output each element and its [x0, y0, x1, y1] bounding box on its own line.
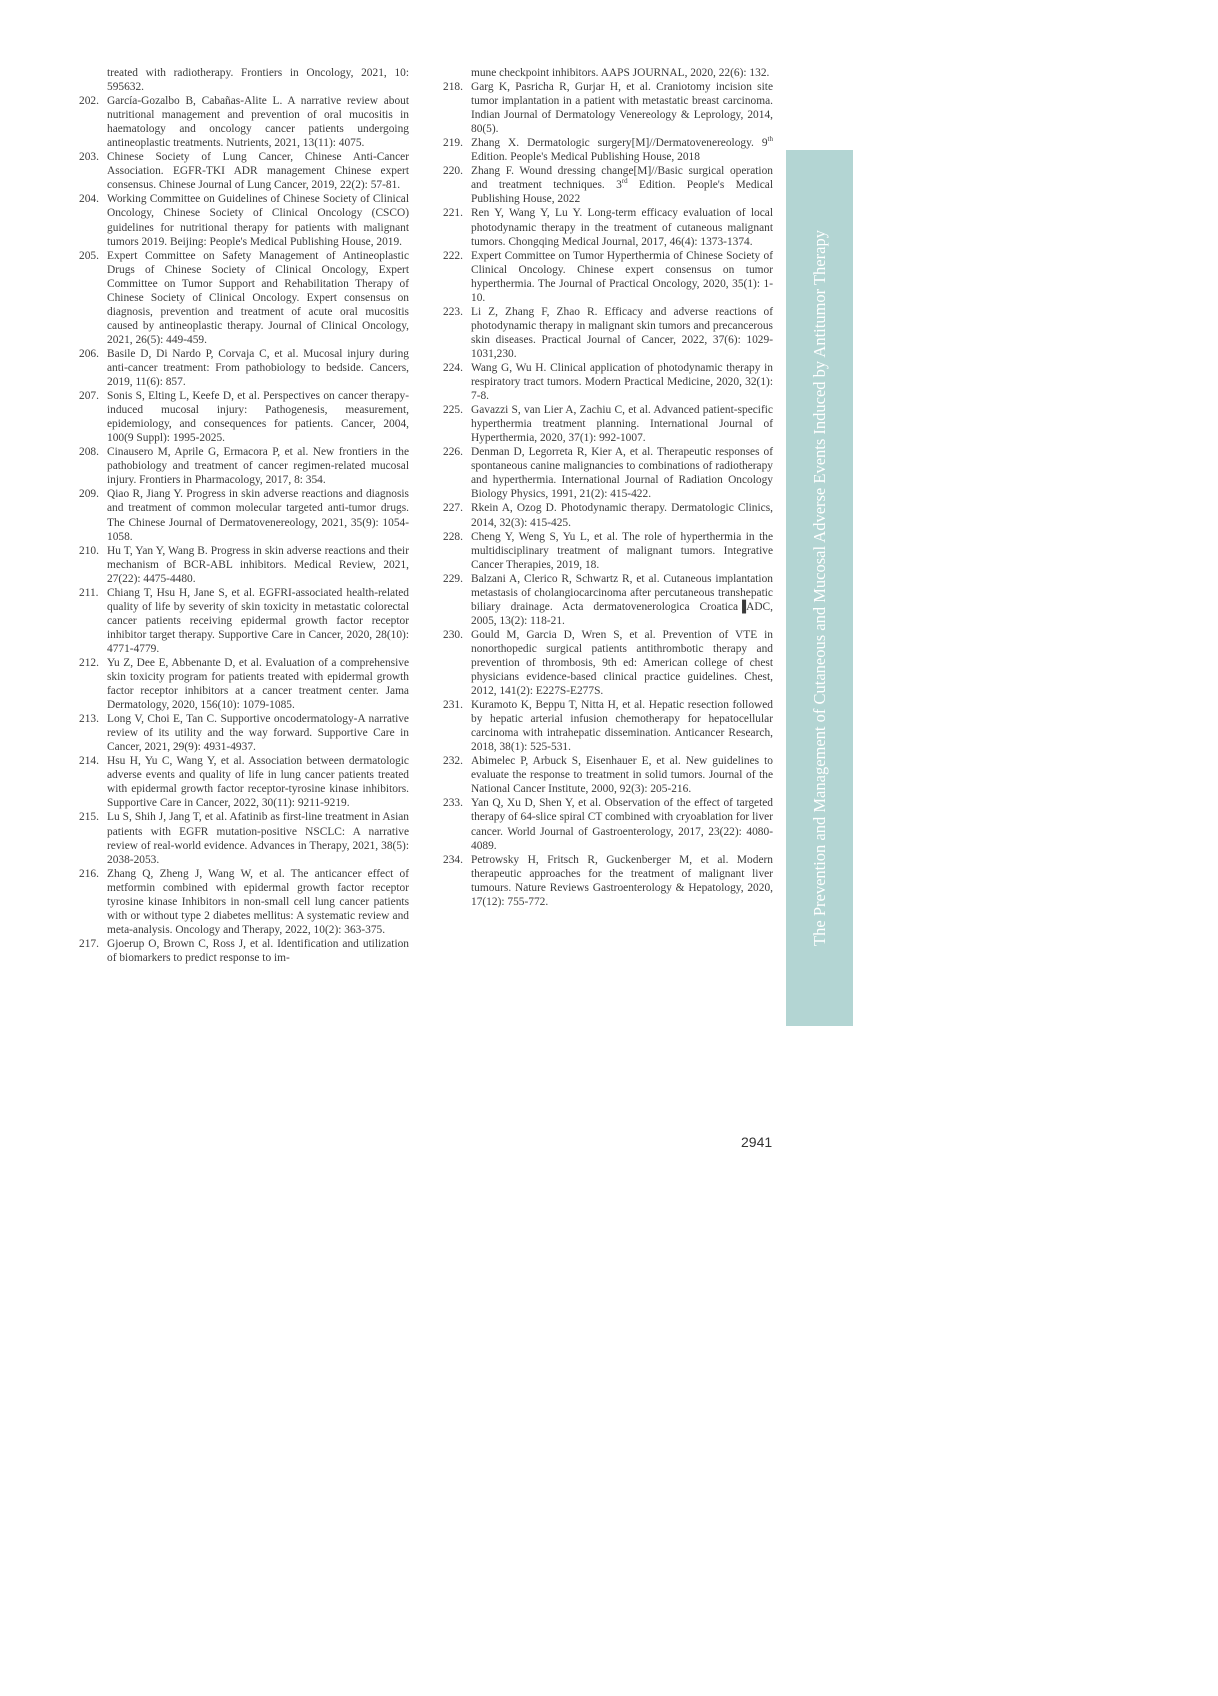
reference-item — [443, 305, 773, 361]
reference-number: 230. — [443, 628, 463, 641]
reference-item — [79, 937, 409, 965]
reference-number: 219. — [443, 137, 463, 150]
reference-number: 206. — [79, 347, 99, 360]
reference-number: 223. — [443, 305, 463, 318]
reference-number: 212. — [79, 656, 99, 669]
reference-text: mune checkpoint inhibitors. AAPS JOURNAL, 2020, 22(6): 132. — [471, 67, 770, 79]
reference-item — [79, 544, 409, 586]
reference-text: Rkein A, Ozog D. Photodynamic therapy. Dermatologic Clinics, 2014, 32(3): 415-425. — [471, 502, 773, 529]
reference-number: 231. — [443, 699, 463, 712]
reference-item — [79, 712, 409, 754]
reference-text: Working Committee on Guidelines of Chinese Society of Clinical Oncology, Chinese Society of Clinical Oncology (CSCO) guidelines for nutritional therapy for patients with malignant tumors 2019. Beijing: People's Medical Publishing House, 2019. — [107, 193, 409, 248]
reference-number: 202. — [79, 95, 99, 108]
reference-item — [443, 66, 773, 80]
reference-item — [79, 754, 409, 810]
reference-item — [443, 445, 773, 501]
reference-number: 217. — [79, 937, 99, 950]
reference-item — [443, 80, 773, 136]
reference-number: 215. — [79, 811, 99, 824]
reference-text: Expert Committee on Tumor Hyperthermia of Chinese Society of Clinical Oncology. Chinese expert consensus on tumor hyperthermia. The Journal of Practical Oncology, 2020, 35(1): 1-10. — [471, 249, 773, 304]
reference-number: 207. — [79, 390, 99, 403]
reference-text: Balzani A, Clerico R, Schwartz R, et al. Cutaneous implantation metastasis of cholangiocarcinoma after percutaneous transhepatic biliary drainage. Acta dermatovenerologica Croatica▐ADC, 2005, 13(2): 118-21. — [471, 572, 773, 627]
reference-text: Denman D, Legorreta R, Kier A, et al. Therapeutic responses of spontaneous canine malignancies to combinations of radiotherapy and hyperthermia. International Journal of Radiation Oncology Biology Physics, 1991, 21(2): 415-422. — [471, 446, 773, 501]
reference-number: 234. — [443, 853, 463, 866]
reference-number: 222. — [443, 249, 463, 262]
reference-text: Li Z, Zhang F, Zhao R. Efficacy and adverse reactions of photodynamic therapy in malignant skin tumors and precancerous skin diseases. Practical Journal of Cancer, 2022, 37(6): 1029-1031,230. — [471, 305, 773, 360]
reference-item — [79, 347, 409, 389]
reference-text: Garg K, Pasricha R, Gurjar H, et al. Craniotomy incision site tumor implantation in a patient with metastatic breast carcinoma. Indian Journal of Dermatology Venereology & Leprology, 2014, 80(5). — [471, 81, 773, 136]
reference-item — [79, 487, 409, 543]
reference-item — [443, 853, 773, 909]
reference-item — [79, 249, 409, 347]
side-title: The Prevention and Management of Cutaneous and Mucosal Adverse Events Induced by Antitumor Therapy — [809, 230, 829, 946]
reference-number: 225. — [443, 404, 463, 417]
reference-text-continued: Edition. People's Medical Publishing House, 2022 — [471, 179, 773, 206]
reference-item — [79, 586, 409, 656]
reference-number: 216. — [79, 867, 99, 880]
reference-item — [443, 628, 773, 698]
reference-text: Sonis S, Elting L, Keefe D, et al. Perspectives on cancer therapy-induced mucosal injury: Pathogenesis, measurement, epidemiology, and consequences for patients. Cancer, 2004, 100(9 Suppl): 1995-2025. — [107, 390, 409, 445]
reference-text-continued: Edition. People's Medical Publishing House, 2018 — [471, 151, 700, 164]
reference-text: treated with radiotherapy. Frontiers in Oncology, 2021, 10: 595632. — [107, 67, 409, 94]
reference-number: 208. — [79, 446, 99, 459]
reference-number: 226. — [443, 446, 463, 459]
reference-number: 224. — [443, 361, 463, 374]
reference-number: 221. — [443, 207, 463, 220]
reference-item — [79, 445, 409, 487]
reference-item — [443, 572, 773, 628]
references-right-column — [443, 66, 773, 909]
reference-item — [443, 530, 773, 572]
reference-text: Gould M, Garcia D, Wren S, et al. Prevention of VTE in nonorthopedic surgical patients antithrombotic therapy and prevention of thrombosis, 9th ed: American college of chest physicians evidence-based clinical practice guidelines. Chest, 2012, 141(2): E227S-E277S. — [471, 628, 773, 698]
references-left-column — [79, 66, 409, 965]
reference-number: 210. — [79, 544, 99, 557]
reference-text: García-Gozalbo B, Cabañas-Alite L. A narrative review about nutritional management and prevention of oral mucositis in haematology and oncology cancer patients undergoing antineoplastic treatments. Nutrients, 2021, 13(11): 4075. — [107, 95, 409, 150]
reference-item — [79, 867, 409, 937]
reference-item — [79, 94, 409, 150]
reference-number: 227. — [443, 502, 463, 515]
reference-number: 204. — [79, 193, 99, 206]
reference-text: Expert Committee on Safety Management of Antineoplastic Drugs of Chinese Society of Clinical Oncology, Expert Committee on Tumor Support and Rehabilitation Therapy of Chinese Society of Clinical Oncology. Expert consensus on diagnosis, prevention and treatment of acute oral mucositis caused by antineoplastic therapy. Journal of Clinical Oncology, 2021, 26(5): 449-459. — [107, 249, 409, 346]
reference-text: Chiang T, Hsu H, Jane S, et al. EGFRI-associated health-related quality of life by severity of skin toxicity in metastatic colorectal cancer patients receiving epidermal growth factor receptor inhibitor target therapy. Supportive Care in Cancer, 2020, 28(10): 4771-4779. — [107, 586, 409, 655]
reference-text: Lu S, Shih J, Jang T, et al. Afatinib as first-line treatment in Asian patients with EGFR mutation-positive NSCLC: A narrative review of real-world evidence. Advances in Therapy, 2021, 38(5): 2038-2053. — [107, 811, 409, 866]
reference-number: 220. — [443, 165, 463, 178]
reference-text: Yan Q, Xu D, Shen Y, et al. Observation of the effect of targeted therapy of 64-slice spiral CT combined with cryoablation for liver cancer. World Journal of Gastroenterology, 2017, 23(22): 4080-4089. — [471, 797, 773, 852]
reference-item — [79, 810, 409, 866]
reference-text: Gavazzi S, van Lier A, Zachiu C, et al. Advanced patient-specific hyperthermia treatment planning. International Journal of Hyperthermia, 2020, 37(1): 992-1007. — [471, 404, 773, 445]
reference-number: 203. — [79, 151, 99, 164]
edition-superscript: rd — [621, 177, 628, 186]
reference-text: Cinausero M, Aprile G, Ermacora P, et al. New frontiers in the pathobiology and treatment of cancer regimen-related mucosal injury. Frontiers in Pharmacology, 2017, 8: 354. — [107, 446, 409, 487]
reference-item — [443, 361, 773, 403]
reference-item — [79, 192, 409, 248]
reference-item — [443, 698, 773, 754]
reference-text: Zhang F. Wound dressing change[M]//Basic surgical operation and treatment techniques. 3 — [471, 165, 773, 192]
reference-item — [79, 66, 409, 94]
reference-number: 205. — [79, 249, 99, 262]
reference-number: 218. — [443, 81, 463, 94]
reference-item — [443, 164, 773, 206]
page-number: 2941 — [741, 1134, 773, 1150]
side-title-band — [786, 150, 853, 1026]
reference-item — [79, 150, 409, 192]
reference-text: Cheng Y, Weng S, Yu L, et al. The role of hyperthermia in the multidisciplinary treatment of malignant tumors. Integrative Cancer Therapies, 2019, 18. — [471, 530, 773, 571]
reference-number: 228. — [443, 530, 463, 543]
reference-item — [443, 403, 773, 445]
reference-item — [443, 501, 773, 529]
reference-number: 213. — [79, 713, 99, 726]
reference-item — [443, 796, 773, 852]
reference-text: Long V, Choi E, Tan C. Supportive oncodermatology-A narrative review of its utility and the way forward. Supportive Care in Cancer, 2021, 29(9): 4931-4937. — [107, 713, 409, 754]
reference-text: Kuramoto K, Beppu T, Nitta H, et al. Hepatic resection followed by hepatic arterial infusion chemotherapy for hepatocellular carcinoma with intrahepatic dissemination. Anticancer Research, 2018, 38(1): 525-531. — [471, 699, 773, 754]
reference-number: 211. — [79, 586, 99, 599]
reference-number: 232. — [443, 755, 463, 768]
reference-item — [443, 249, 773, 305]
reference-text: Abimelec P, Arbuck S, Eisenhauer E, et al. New guidelines to evaluate the response to treatment in solid tumors. Journal of the National Cancer Institute, 2000, 92(3): 205-216. — [471, 755, 773, 796]
reference-item — [443, 136, 773, 164]
reference-text: Chinese Society of Lung Cancer, Chinese Anti-Cancer Association. EGFR-TKI ADR management Chinese expert consensus. Chinese Journal of Lung Cancer, 2019, 22(2): 57-81. — [107, 151, 409, 192]
edition-superscript: th — [767, 135, 773, 144]
reference-text: Ren Y, Wang Y, Lu Y. Long-term efficacy evaluation of local photodynamic therapy in the treatment of cutaneous malignant tumors. Chongqing Medical Journal, 2017, 46(4): 1373-1374. — [471, 207, 773, 248]
reference-number: 214. — [79, 755, 99, 768]
reference-number: 229. — [443, 572, 463, 585]
reference-text: Hsu H, Yu C, Wang Y, et al. Association between dermatologic adverse events and quality of life in lung cancer patients treated with epidermal growth factor receptor-tyrosine kinase inhibitors. Supportive Care in Cancer, 2022, 30(11): 9211-9219. — [107, 755, 409, 810]
reference-item — [79, 656, 409, 712]
reference-item — [443, 754, 773, 796]
reference-text: Gjoerup O, Brown C, Ross J, et al. Identification and utilization of biomarkers to predict response to im- — [107, 937, 409, 964]
reference-text: Zhang Q, Zheng J, Wang W, et al. The anticancer effect of metformin combined with epidermal growth factor receptor tyrosine kinase Inhibitors in non-small cell lung cancer patients with or without type 2 diabetes mellitus: A systematic review and meta-analysis. Oncology and Therapy, 2022, 10(2): 363-375. — [107, 867, 409, 936]
reference-number: 209. — [79, 488, 99, 501]
reference-item — [443, 206, 773, 248]
reference-item — [79, 389, 409, 445]
reference-text: Hu T, Yan Y, Wang B. Progress in skin adverse reactions and their mechanism of BCR-ABL inhibitors. Medical Review, 2021, 27(22): 4475-4480. — [107, 544, 409, 585]
reference-text: Zhang X. Dermatologic surgery[M]//Dermatovenereology. 9 — [471, 137, 768, 150]
reference-text: Wang G, Wu H. Clinical application of photodynamic therapy in respiratory tract tumors. Modern Practical Medicine, 2020, 32(1): 7-8. — [471, 361, 773, 403]
reference-text: Basile D, Di Nardo P, Corvaja C, et al. Mucosal injury during anti-cancer treatment: From pathobiology to bedside. Cancers, 2019, 11(6): 857. — [107, 347, 409, 389]
reference-text: Qiao R, Jiang Y. Progress in skin adverse reactions and diagnosis and treatment of common molecular targeted anti-tumor drugs. The Chinese Journal of Dermatovenereology, 2021, 35(9): 1054-1058. — [107, 488, 409, 543]
reference-number: 233. — [443, 797, 463, 810]
reference-text: Yu Z, Dee E, Abbenante D, et al. Evaluation of a comprehensive skin toxicity program for patients treated with epidermal growth factor receptor inhibitors at a cancer treatment center. Jama Dermatology, 2020, 156(10): 1079-1085. — [107, 656, 409, 712]
reference-text: Petrowsky H, Fritsch R, Guckenberger M, et al. Modern therapeutic approaches for the treatment of malignant liver tumours. Nature Reviews Gastroenterology & Hepatology, 2020, 17(12): 755-772. — [471, 853, 773, 908]
